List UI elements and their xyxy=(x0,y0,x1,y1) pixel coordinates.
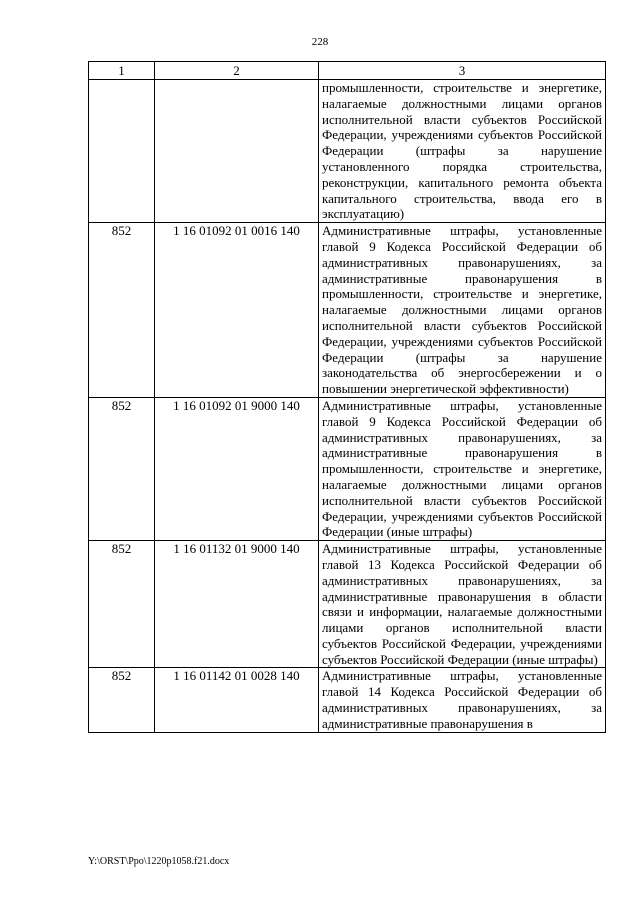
description-cell: Административные штрафы, установленные главой 9 Кодекса Российской Федерации об административных правонарушениях, за административные правонарушения в промышленности, строительстве и энергетике, налагаемые должностными лицами органов исполнительной власти субъектов Российской Федерации, учреждениями субъектов Российской Федерации (штрафы за нарушение законодательства об энергосбережении и о повышении энергетической эффективности) xyxy=(319,223,606,398)
table-row xyxy=(89,223,606,398)
admin-code-cell: 852 xyxy=(89,397,155,540)
kbk-code-cell: 1 16 01142 01 0028 140 xyxy=(155,668,319,732)
table-row xyxy=(89,397,606,540)
description-cell: Административные штрафы, установленные главой 9 Кодекса Российской Федерации об административных правонарушениях, за административные правонарушения в промышленности, строительстве и энергетике, налагаемые должностными лицами органов исполнительной власти субъектов Российской Федерации, учреждениями субъектов Российской Федерации (иные штрафы) xyxy=(319,397,606,540)
description-cell: Административные штрафы, установленные главой 14 Кодекса Российской Федерации об административных правонарушениях, за административные правонарушения в xyxy=(319,668,606,732)
admin-code-cell xyxy=(89,80,155,223)
table-row xyxy=(89,668,606,732)
kbk-code-cell: 1 16 01092 01 9000 140 xyxy=(155,397,319,540)
table-row xyxy=(89,80,606,223)
header-row xyxy=(89,62,606,80)
description-cell: Административные штрафы, установленные главой 13 Кодекса Российской Федерации об административных правонарушениях, за административные правонарушения в области связи и информации, налагаемые должностными лицами органов исполнительной власти субъектов Российской Федерации, учреждениями субъектов Российской Федерации (иные штрафы) xyxy=(319,541,606,668)
admin-code-cell: 852 xyxy=(89,223,155,398)
kbk-code-cell: 1 16 01092 01 0016 140 xyxy=(155,223,319,398)
page-number: 228 xyxy=(311,36,329,48)
file-path-footer: Y:\ORST\Ppo\1220p1058.f21.docx xyxy=(88,856,230,867)
budget-classification-table xyxy=(88,61,606,733)
column-header-3: 3 xyxy=(319,62,606,80)
admin-code-cell: 852 xyxy=(89,668,155,732)
column-header-2: 2 xyxy=(155,62,319,80)
kbk-code-cell: 1 16 01132 01 9000 140 xyxy=(155,541,319,668)
table-row xyxy=(89,541,606,668)
admin-code-cell: 852 xyxy=(89,541,155,668)
description-cell: промышленности, строительстве и энергетике, налагаемые должностными лицами органов исполнительной власти субъектов Российской Федерации, учреждениями субъектов Российской Федерации (штрафы за нарушение установленного порядка строительства, реконструкции, капитального ремонта объекта капитального строительства, ввода его в эксплуатацию) xyxy=(319,80,606,223)
column-header-1: 1 xyxy=(89,62,155,80)
kbk-code-cell xyxy=(155,80,319,223)
